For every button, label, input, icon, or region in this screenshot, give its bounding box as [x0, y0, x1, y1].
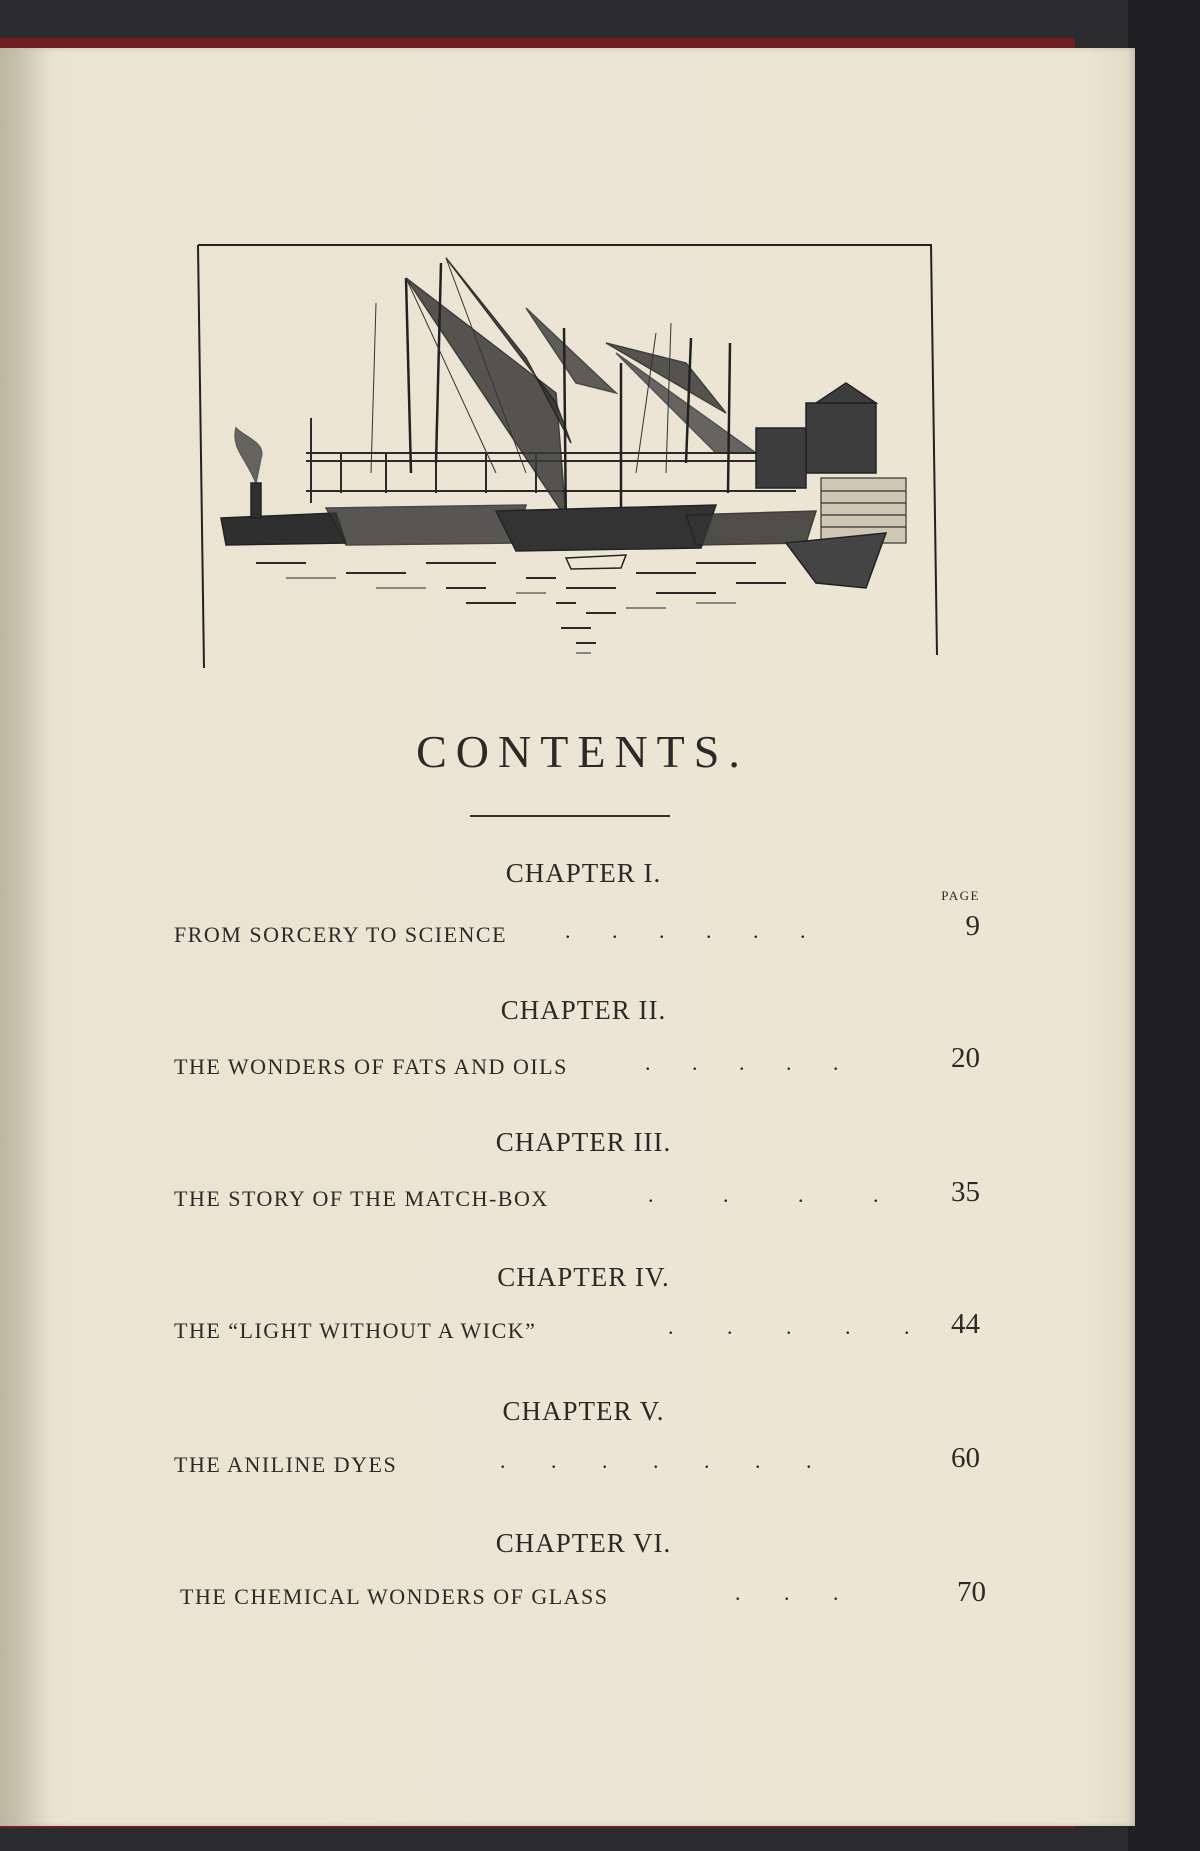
chapter-heading: CHAPTER II.	[500, 995, 667, 1025]
page-number: 9	[965, 910, 980, 942]
chapter-heading: CHAPTER V.	[502, 1396, 665, 1426]
chapter-heading: CHAPTER IV.	[497, 1262, 670, 1292]
chapter-heading: CHAPTER III.	[495, 1127, 672, 1157]
page-number: 60	[951, 1442, 980, 1474]
leader-dots: . . . . .	[668, 1314, 910, 1339]
page-number: 20	[951, 1042, 980, 1074]
page-number: 70	[957, 1576, 986, 1608]
title-divider	[470, 815, 670, 817]
chapter-title: THE WONDERS OF FATS AND OILS	[174, 1054, 568, 1079]
chapter-title: THE “LIGHT WITHOUT A WICK”	[174, 1318, 537, 1343]
page-title: CONTENTS.	[416, 726, 749, 777]
harbour-illustration	[196, 243, 938, 680]
page-number: 35	[951, 1176, 980, 1208]
chapter-heading: CHAPTER I.	[505, 858, 662, 888]
page-number: 44	[951, 1308, 980, 1340]
leader-dots: . . . .	[648, 1182, 879, 1207]
leader-dots: . . . . .	[645, 1050, 839, 1075]
chapter-title: THE CHEMICAL WONDERS OF GLASS	[180, 1584, 609, 1609]
leader-dots: . . . . . . .	[500, 1448, 812, 1473]
leader-dots: . . . . . .	[565, 918, 806, 943]
chapter-heading: CHAPTER VI.	[495, 1528, 672, 1558]
page-column-label: PAGE	[941, 888, 980, 903]
chapter-title: FROM SORCERY TO SCIENCE	[174, 922, 508, 947]
chapter-title: THE ANILINE DYES	[174, 1452, 398, 1477]
background-shadow	[1128, 0, 1200, 1851]
page-gutter	[0, 48, 52, 1826]
leader-dots: . . .	[735, 1580, 839, 1605]
chapter-title: THE STORY OF THE MATCH-BOX	[174, 1186, 549, 1211]
